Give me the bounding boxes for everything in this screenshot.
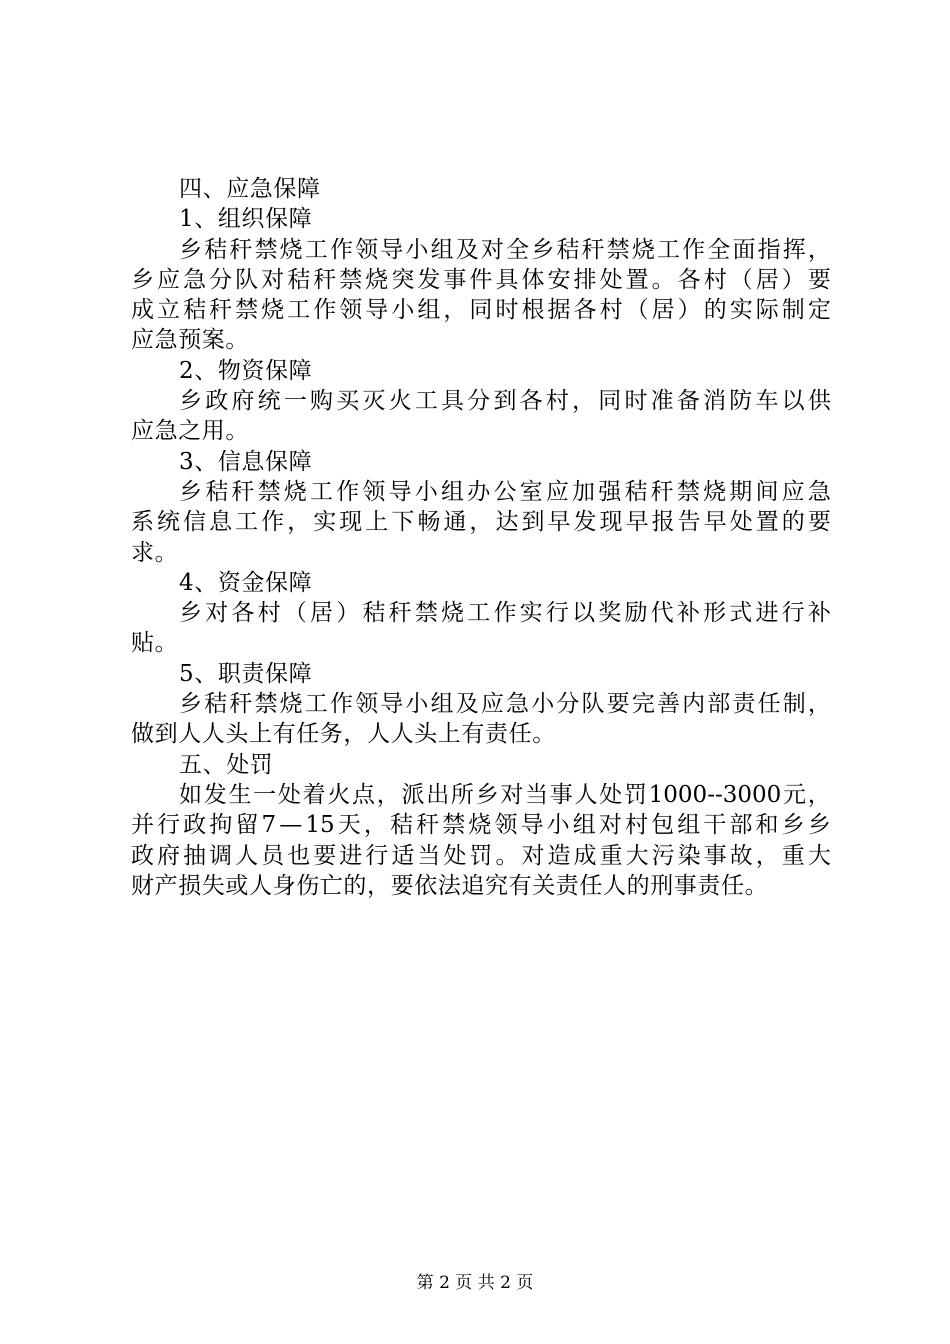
- text-line: 3、信息保障: [179, 448, 313, 475]
- text-line: 四、应急保障: [179, 176, 321, 202]
- text-line: 做到人人头上有任务，人人头上有责任。: [131, 721, 556, 748]
- text-line: 成 立 秸 秆 禁 烧 工 作 领 导 小 组 ， 同 时 根 据 各 村 （ 居 ） 的 实 际 制 定: [131, 297, 831, 324]
- text-line: 政 府 抽 调 人 员 也 要 进 行 适 当 处 罚 。 对 造 成 重 大 污 染 事 故 ， 重 大: [131, 842, 831, 869]
- text-line: 求。: [131, 539, 179, 566]
- text-line: 乡 秸 秆 禁 烧 工 作 领 导 小 组 办 公 室 应 加 强 秸 秆 禁 烧 期 间 应 急: [179, 478, 831, 505]
- page-footer: 第 2 页 共 2 页: [416, 1273, 534, 1293]
- document-body: [131, 174, 831, 901]
- text-line: 5、职责保障: [179, 660, 313, 687]
- text-line: 4、资金保障: [179, 569, 313, 596]
- text-line: 乡 秸 秆 禁 烧 工 作 领 导 小 组 及 应 急 小 分 队 要 完 善 内 部 责 任 制 ，: [179, 691, 831, 718]
- text-line: 乡 对 各 村 （ 居 ） 秸 秆 禁 烧 工 作 实 行 以 奖 励 代 补 形 式 进 行 补: [179, 600, 831, 627]
- text-line: 财产损失或人身伤亡的，要依法追究有关责任人的刑事责任。: [131, 872, 769, 899]
- text-line: 如 发 生 一 处 着 火 点 ， 派 出 所 乡 对 当 事 人 处 罚 1000--3000 元 ，: [179, 781, 831, 808]
- text-line: 2、物资保障: [179, 357, 313, 384]
- text-line: 贴。: [131, 630, 179, 657]
- text-line: 系 统 信 息 工 作 ， 实 现 上 下 畅 通 ， 达 到 早 发 现 早 报 告 早 处 置 的 要: [131, 509, 831, 536]
- text-line: 乡 政 府 统 一 购 买 灭 火 工 具 分 到 各 村 ， 同 时 准 备 消 防 车 以 供: [179, 388, 831, 415]
- text-line: 乡 秸 秆 禁 烧 工 作 领 导 小 组 及 对 全 乡 秸 秆 禁 烧 工 作 全 面 指 挥 ，: [179, 236, 831, 263]
- text-line: 应急预案。: [131, 327, 249, 354]
- text-line: 乡 应 急 分 队 对 秸 秆 禁 烧 突 发 事 件 具 体 安 排 处 置 。 各 村 （ 居 ） 要: [131, 266, 831, 293]
- text-line: 1、组织保障: [179, 206, 313, 233]
- text-line: 五、处罚: [179, 751, 274, 778]
- text-line: 并 行 政 拘 留 7 — 15 天 ， 秸 秆 禁 烧 领 导 小 组 对 村 包 组 干 部 和 乡 乡: [131, 812, 831, 839]
- text-line: 应急之用。: [131, 418, 249, 445]
